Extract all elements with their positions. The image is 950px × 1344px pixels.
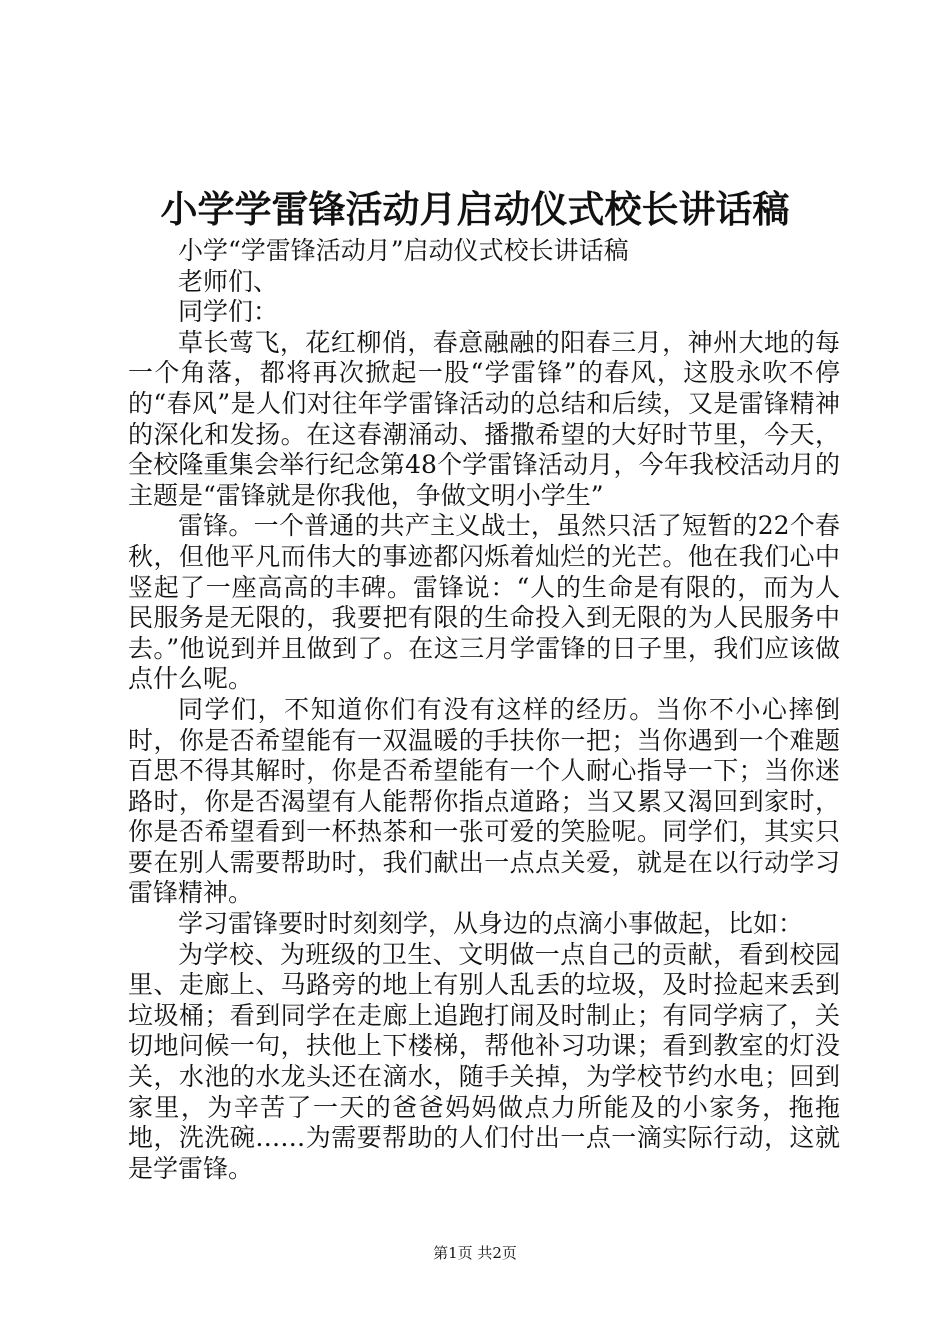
body-paragraph: 雷锋。一个普通的共产主义战士，虽然只活了短暂的22个春秋，但他平凡而伟大的事迹都闪烁着灿烂的光芒。他在我们心中竖起了一座高高的丰碑。雷锋说：“人的生命是有限的，而为人民服务是无限的，我要把有限的生命投入到无限的为人民服务中去。”他说到并且做到了。在这三月学雷锋的日子里，我们应该做点什么呢。 bbox=[128, 511, 840, 694]
body-paragraph: 为学校、为班级的卫生、文明做一点自己的贡献，看到校园里、走廊上、马路旁的地上有别人乱丢的垃圾，及时捡起来丢到垃圾桶；看到同学在走廊上追跑打闹及时制止；有同学病了，关切地问候一句，扶他上下楼梯，帮他补习功课；看到教室的灯没关，水池的水龙头还在滴水，随手关掉，为学校节约水电；回到家里，为辛苦了一天的爸爸妈妈做点力所能及的小家务，拖拖地，洗洗碗……为需要帮助的人们付出一点一滴实际行动，这就是学雷锋。 bbox=[128, 939, 840, 1183]
page-footer: 第1页 共2页 bbox=[433, 1244, 517, 1262]
document-title: 小学学雷锋活动月启动仪式校长讲话稿 bbox=[160, 187, 790, 231]
body-paragraph: 同学们，不知道你们有没有这样的经历。当你不小心摔倒时，你是否希望能有一双温暖的手扶你一把；当你遇到一个难题百思不得其解时，你是否希望能有一个人耐心指导一下；当你迷路时，你是否渴望有人能帮你指点道路；当又累又渴回到家时，你是否希望看到一杯热茶和一张可爱的笑脸呢。同学们，其实只要在别人需要帮助时，我们献出一点点关爱，就是在以行动学习雷锋精神。 bbox=[128, 694, 840, 908]
body-paragraph: 学习雷锋要时时刻刻学，从身边的点滴小事做起，比如： bbox=[178, 909, 804, 939]
subtitle-paragraph: 小学“学雷锋活动月”启动仪式校长讲话稿 bbox=[178, 236, 629, 265]
document-body bbox=[128, 236, 840, 1184]
salutation-teachers: 老师们、 bbox=[178, 266, 279, 296]
body-paragraph: 草长莺飞，花红柳俏，春意融融的阳春三月，神州大地的每一个角落，都将再次掀起一股“学雷锋”的春风，这股永吹不停的“春风”是人们对往年学雷锋活动的总结和后续，又是雷锋精神的深化和发扬。在这春潮涌动、播撒希望的大好时节里，今天，全校隆重集会举行纪念第48个学雷锋活动月，今年我校活动月的主题是“雷锋就是你我他，争做文明小学生” bbox=[128, 327, 840, 510]
salutation-students: 同学们： bbox=[178, 297, 279, 327]
